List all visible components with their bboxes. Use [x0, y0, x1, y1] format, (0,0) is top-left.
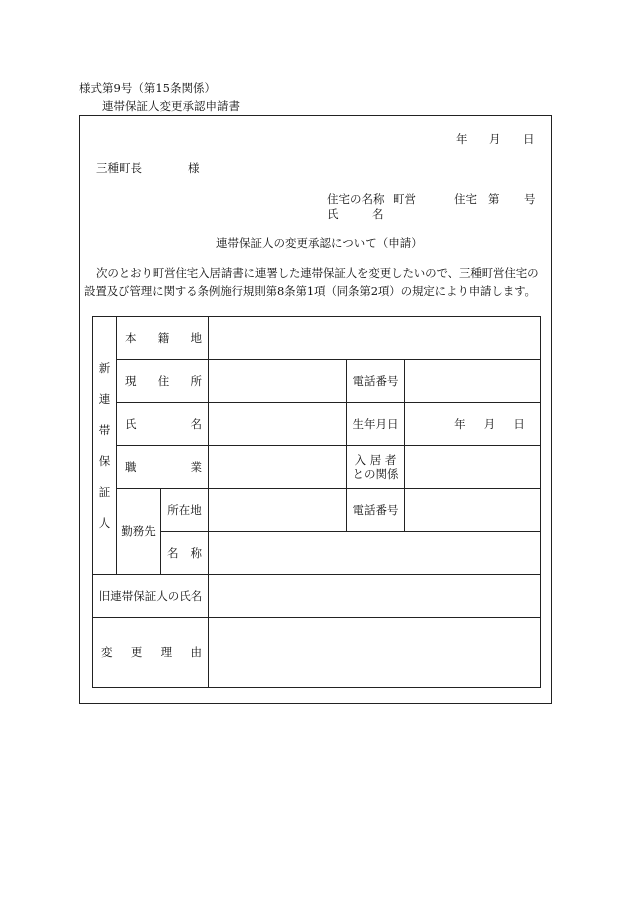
town-housing: 町営 [393, 192, 416, 206]
vchar: 人 [98, 516, 111, 531]
birth-year: 年 [454, 416, 466, 431]
date-month: 月 [489, 132, 501, 146]
phone-label: 電話番号 [347, 360, 405, 403]
company-name-field[interactable] [209, 532, 541, 575]
name-label: 氏 名 [117, 403, 209, 446]
subject: 連帯保証人の変更承認について（申請） [216, 236, 423, 250]
housing-label: 住宅 [454, 192, 477, 206]
occupation-label: 職 業 [117, 446, 209, 489]
vchar: 証 [98, 485, 111, 499]
applicant-name-label-2: 名 [372, 207, 384, 221]
addressee-honorific: 様 [188, 161, 200, 175]
housing-name-label: 住宅の名称 [327, 192, 385, 206]
birth-day: 日 [513, 416, 525, 431]
occupation-field[interactable] [209, 446, 347, 489]
old-guarantor-field[interactable] [209, 575, 541, 618]
address-field[interactable] [209, 360, 347, 403]
housing-gou: 号 [524, 192, 536, 206]
addressee-name: 三種町長 [96, 161, 142, 175]
date-day: 日 [523, 132, 535, 146]
phone2-field[interactable] [405, 489, 541, 532]
relation-field[interactable] [405, 446, 541, 489]
guarantor-table [92, 316, 541, 688]
phone2-label: 電話番号 [347, 489, 405, 532]
birth-month: 月 [483, 416, 496, 431]
vchar: 保 [98, 453, 111, 468]
phone-field[interactable] [405, 360, 541, 403]
relation-label: 入 居 者 との関係 [347, 446, 405, 489]
address-label: 現 住 所 [117, 360, 209, 403]
form-title: 連帯保証人変更承認申請書 [102, 99, 240, 113]
body-line-2: 設置及び管理に関する条例施行規則第8条第1項（同条第2項）の規定により申請します。 [84, 284, 536, 298]
housing-dai: 第 [488, 192, 500, 206]
company-name-label: 名 称 [161, 532, 209, 575]
date-year: 年 [456, 132, 468, 146]
location-label: 所在地 [161, 489, 209, 532]
vchar: 帯 [98, 422, 111, 437]
workplace-label: 勤務先 [117, 489, 161, 575]
birthdate-field[interactable] [405, 403, 541, 446]
birthdate-label: 生年月日 [347, 403, 405, 446]
vchar: 連 [98, 391, 111, 406]
reason-field[interactable] [209, 618, 541, 688]
new-guarantor-header [93, 317, 117, 575]
vchar: 新 [98, 360, 111, 375]
domicile-field[interactable] [209, 317, 541, 360]
reason-label: 変 更 理 由 [93, 618, 209, 688]
name-field[interactable] [209, 403, 347, 446]
domicile-label: 本 籍 地 [117, 317, 209, 360]
form-number: 様式第9号（第15条関係） [79, 81, 216, 95]
applicant-name-label-1: 氏 [327, 207, 339, 221]
body-line-1: 次のとおり町営住宅入居請書に連署した連帯保証人を変更したいので、三種町営住宅の [96, 266, 539, 280]
old-guarantor-label: 旧連帯保証人の氏名 [93, 575, 209, 618]
location-field[interactable] [209, 489, 347, 532]
